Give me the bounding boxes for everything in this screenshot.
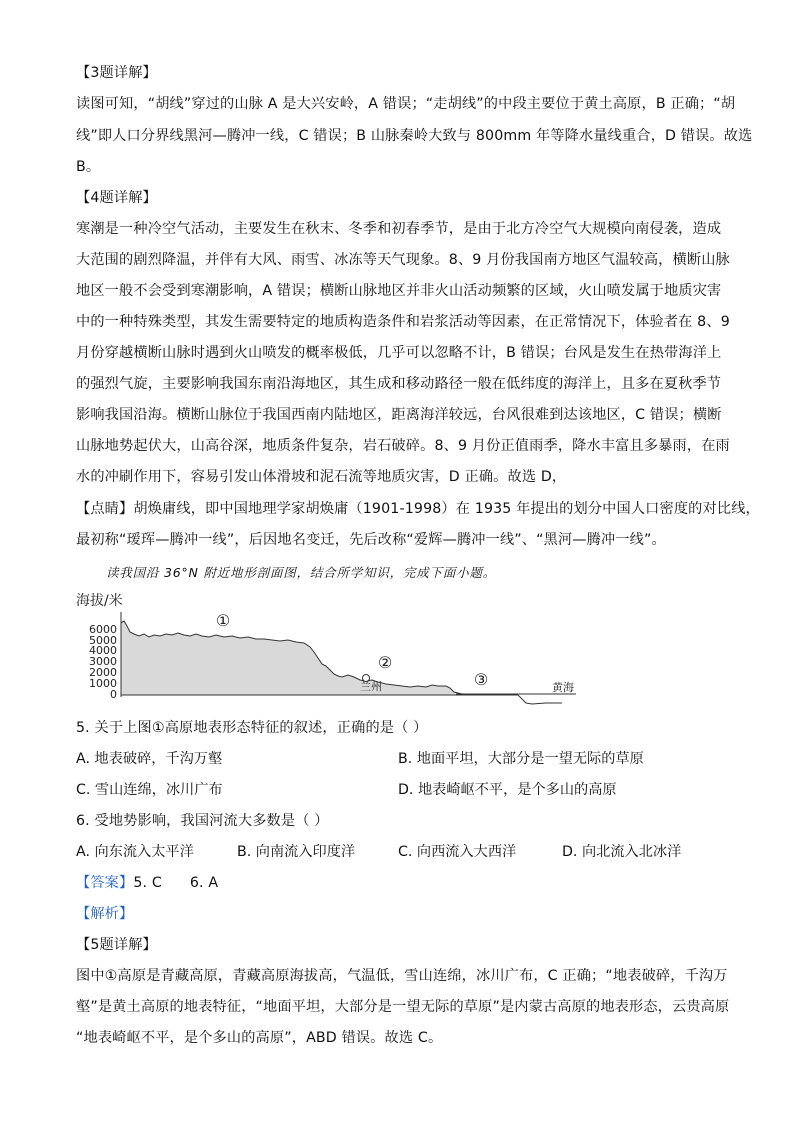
q4-explain-line-7: 影响我国沿海。横断山脉位于我国西南内陆地区，距离海洋较远，台风很难到达该地区，C 错误；横断	[76, 407, 722, 423]
tick-label: 5000	[89, 634, 117, 647]
analysis-tag: 【解析】	[76, 906, 134, 922]
q6-stem: 6. 受地势影响，我国河流大多数是（ ）	[76, 813, 329, 829]
q3-explain-line-3: B。	[76, 159, 101, 175]
q4-explain-line-3: 地区一般不会受到寒潮影响，A 错误；横断山脉地区并非火山活动频繁的区域，火山喷发属于地质灾害	[76, 283, 722, 299]
q4-explain-line-2: 大范围的剧烈降温，并伴有大风、雨雪、冰冻等天气现象。8、9 月份我国南方地区气温较高，横断山脉	[76, 252, 730, 268]
q4-explain-line-4: 中的一种特殊类型，其发生需要特定的地质构造条件和岩浆活动等因素，在正常情况下，体验者在 8、9	[76, 314, 730, 330]
q4-explain-line-6: 的强烈气旋，主要影响我国东南沿海地区，其生成和移动路径一般在低纬度的海洋上，且多在夏秋季节	[76, 376, 722, 392]
tick-label: 6000	[89, 623, 117, 636]
q5-stem: 5. 关于上图①高原地表形态特征的叙述，正确的是（ ）	[76, 720, 428, 736]
q3-explain-line-1: 读图可知，“胡线”穿过的山脉 A 是大兴安岭，A 错误；“走胡线”的中段主要位于黄土高原，B 正确；“胡	[76, 96, 736, 112]
q6-option-b: B. 向南流入印度洋	[237, 844, 356, 860]
q5-option-a: A. 地表破碎，千沟万壑	[76, 751, 223, 767]
q4-explain-line-8: 山脉地势起伏大，山高谷深，地质条件复杂，岩石破碎。8、9 月份正值雨季，降水丰富且多暴雨，在雨	[76, 438, 730, 454]
tick-label: 2000	[89, 666, 117, 679]
q4-explain-heading: 【4题详解】	[76, 190, 157, 206]
tip-line-1: 【点睛】胡焕庸线，即中国地理学家胡焕庸（1901-1998）在 1935 年提出的划分中国人口密度的对比线，	[76, 501, 760, 517]
q5-option-b: B. 地面平坦，大部分是一望无际的草原	[398, 751, 644, 767]
q6-option-a: A. 向东流入太平洋	[76, 844, 194, 860]
marker-3: ③	[473, 670, 489, 689]
marker-1: ①	[215, 611, 231, 630]
tick-label: 4000	[89, 644, 117, 657]
tick-label: 3000	[89, 655, 117, 668]
answer-text: 5. C 6. A	[133, 875, 219, 891]
figure-ylabel: 海拔/米	[76, 593, 123, 609]
tick-label: 0	[110, 688, 117, 701]
tip-line-2: 最初称“瑷珲—腾冲一线”，后因地名变迁，先后改称“爱辉—腾冲一线”、“黑河—腾冲一线”。	[76, 532, 666, 548]
q4-explain-line-9: 水的冲刷作用下，容易引发山体滑坡和泥石流等地质灾害，D 正确。故选 D，	[76, 469, 567, 485]
tick-label: 1000	[89, 677, 117, 690]
q5-explain-line-1: 图中①高原是青藏高原，青藏高原海拔高，气温低，雪山连绵，冰川广布，C 正确；“地表破碎，千沟万	[76, 968, 728, 984]
q6-option-d: D. 向北流入北冰洋	[562, 844, 682, 860]
q5-option-c: C. 雪山连绵，冰川广布	[76, 782, 223, 798]
q5-option-d: D. 地表崎岖不平，是个多山的高原	[398, 782, 617, 798]
q6-option-c: C. 向西流入大西洋	[398, 844, 517, 860]
yellow-sea-label: 黄海	[552, 681, 574, 694]
terrain-profile-figure	[76, 590, 596, 710]
answer-line	[76, 873, 218, 893]
q5-explain-heading: 【5题详解】	[76, 937, 157, 953]
answer-tag: 【答案】	[76, 875, 134, 891]
q4-explain-line-1: 寒潮是一种冷空气活动，主要发生在秋末、冬季和初春季节，是由于北方冷空气大规模向南侵袭，造成	[76, 221, 722, 237]
q5-explain-line-3: “地表崎岖不平，是个多山的高原”，ABD 错误。故选 C。	[76, 1030, 443, 1046]
marker-2: ②	[377, 653, 393, 672]
q5-explain-line-2: 壑”是黄土高原的地表特征，“地面平坦，大部分是一望无际的草原”是内蒙古高原的地表形态，云贵高原	[76, 999, 730, 1015]
sea-floor-line	[518, 695, 562, 704]
terrain-profile-shape	[121, 621, 518, 695]
q4-explain-line-5: 月份穿越横断山脉时遇到火山喷发的概率极低，几乎可以忽略不计，B 错误；台风是发生在热带海洋上	[76, 345, 722, 361]
q3-explain-heading: 【3题详解】	[76, 65, 157, 81]
q3-explain-line-2: 线”即人口分界线黑河—腾冲一线，C 错误；B 山脉秦岭大致与 800mm 年等降水量线重合，D 错误。故选	[76, 128, 753, 144]
figure-caption: 读我国沿 36°N 附近地形剖面图，结合所学知识，完成下面小题。	[106, 565, 497, 580]
lanzhou-label: 兰州	[360, 680, 382, 693]
